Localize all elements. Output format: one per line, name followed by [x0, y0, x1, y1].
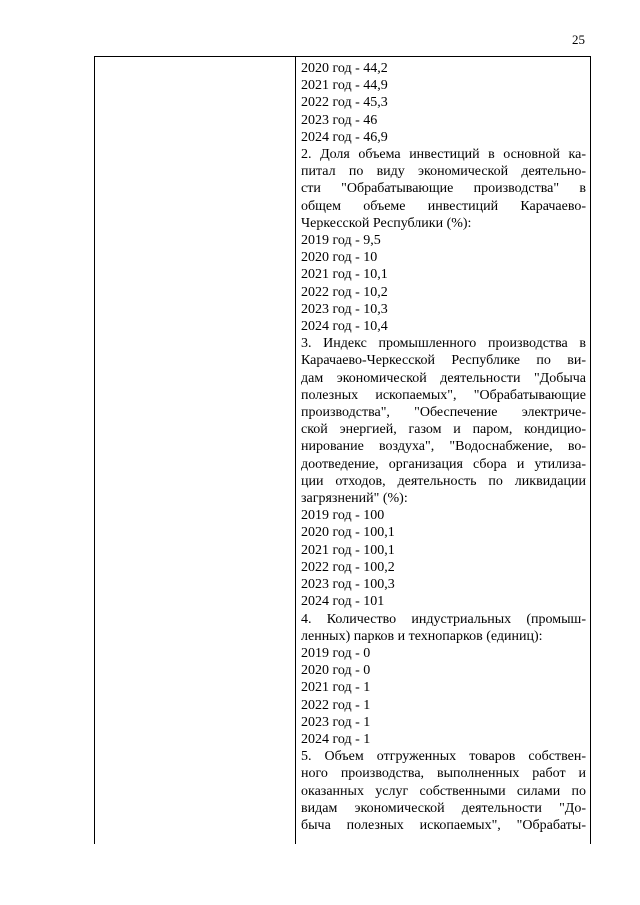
indicator-line: 2021 год - 100,1	[301, 542, 395, 558]
indicator-line: 2020 год - 100,1	[301, 525, 395, 541]
page-number: 25	[572, 32, 585, 47]
paragraph-line: нирование воздуха", "Водоснабжение, во-	[301, 439, 586, 455]
paragraph-line: общем объеме инвестиций Карачаево-	[301, 198, 586, 214]
column-divider	[295, 57, 296, 844]
document-table	[94, 56, 591, 844]
indicator-line: 2021 год - 10,1	[301, 267, 388, 283]
indicator-line: 2023 год - 100,3	[301, 577, 395, 593]
indicator-line: 2023 год - 1	[301, 714, 371, 730]
paragraph-line: загрязнений" (%):	[301, 491, 408, 507]
paragraph-line: доотведение, организация сбора и утилиза-	[301, 456, 586, 472]
paragraph-line: быча полезных ископаемых", "Обрабаты-	[301, 817, 586, 833]
paragraph-line: полезных ископаемых", "Обрабатывающие	[301, 387, 586, 403]
paragraph-line: 3. Индекс промышленного производства в	[301, 336, 586, 352]
indicator-line: 2021 год - 44,9	[301, 78, 388, 94]
paragraph-line: 5. Объем отгруженных товаров собствен-	[301, 749, 586, 765]
indicator-line: 2024 год - 46,9	[301, 129, 388, 145]
indicator-line: 2020 год - 10	[301, 250, 378, 266]
indicator-line: 2020 год - 44,2	[301, 61, 388, 76]
paragraph-line: Черкесской Республики (%):	[301, 215, 472, 231]
indicator-line: 2023 год - 46	[301, 112, 378, 128]
indicator-line: 2024 год - 101	[301, 594, 385, 610]
paragraph-line: питал по виду экономической деятельно-	[301, 164, 586, 180]
indicator-line: 2020 год - 0	[301, 663, 371, 679]
indicator-line: 2022 год - 100,2	[301, 559, 395, 575]
paragraph-line: видам экономической деятельности "До-	[301, 800, 586, 816]
paragraph-line: ской энергией, газом и паром, кондицио-	[301, 422, 586, 438]
indicators-cell	[301, 60, 586, 834]
paragraph-line: ции отходов, деятельность по ликвидации	[301, 473, 586, 489]
paragraph-line: сти "Обрабатывающие производства" в	[301, 181, 586, 197]
indicator-line: 2024 год - 10,4	[301, 319, 388, 335]
paragraph-line: ленных) парков и технопарков (единиц):	[301, 628, 543, 644]
indicator-line: 2019 год - 100	[301, 508, 385, 524]
paragraph-line: ного производства, выполненных работ и	[301, 766, 586, 782]
indicator-line: 2023 год - 10,3	[301, 301, 388, 317]
indicator-line: 2019 год - 0	[301, 645, 371, 661]
paragraph-line: производства", "Обеспечение электриче-	[301, 405, 586, 421]
indicator-line: 2024 год - 1	[301, 731, 371, 747]
paragraph-line: дам экономической деятельности "Добыча	[301, 370, 586, 386]
indicator-line: 2022 год - 45,3	[301, 95, 388, 111]
paragraph-line: 2. Доля объема инвестиций в основной ка-	[301, 147, 586, 163]
indicator-line: 2019 год - 9,5	[301, 233, 381, 249]
paragraph-line: 4. Количество индустриальных (промыш-	[301, 611, 586, 627]
indicator-line: 2022 год - 1	[301, 697, 371, 713]
indicator-line: 2021 год - 1	[301, 680, 371, 696]
indicator-line: 2022 год - 10,2	[301, 284, 388, 300]
paragraph-line: оказанных услуг собственными силами по	[301, 783, 586, 799]
paragraph-line: Карачаево-Черкесской Республике по ви-	[301, 353, 586, 369]
